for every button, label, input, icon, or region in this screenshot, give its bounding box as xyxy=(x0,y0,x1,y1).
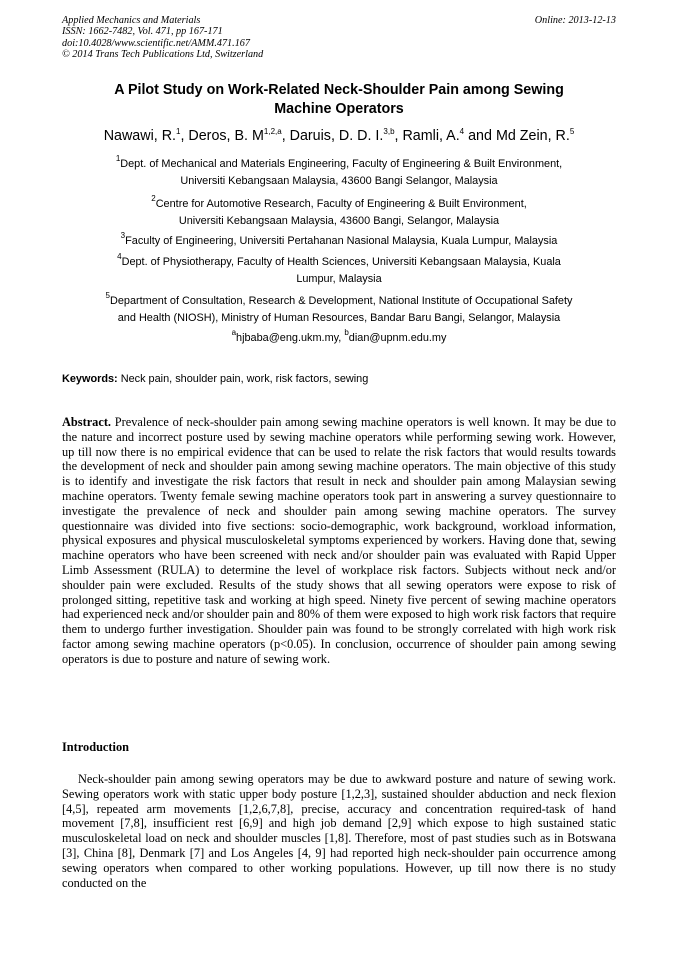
author-sep: and xyxy=(464,128,496,144)
affiliation-sup: 3 xyxy=(120,231,126,240)
author-sup: 5 xyxy=(569,127,575,136)
author-sup: 1,2,a xyxy=(263,127,282,136)
affiliation-line: Centre for Automotive Research, Faculty of Engineering & Built Environment, xyxy=(155,198,527,210)
email-b[interactable]: dian@upnm.edu.my xyxy=(348,332,447,344)
affiliation-5 xyxy=(62,293,616,326)
author-list xyxy=(40,126,638,146)
abstract xyxy=(62,415,616,667)
affiliation-line: Dept. of Physiotherapy, Faculty of Health Sciences, Universiti Kebangsaan Malaysia, Kuala xyxy=(121,256,561,268)
keywords-label: Keywords: xyxy=(62,373,118,385)
author-sup: 1 xyxy=(176,127,181,136)
affiliation-sup: 4 xyxy=(117,252,122,261)
title-line-2: Machine Operators xyxy=(274,101,404,117)
affiliation-line: Department of Consultation, Research & Development, National Institute of Occupational Safety xyxy=(109,295,573,307)
author-name: Md Zein, R. xyxy=(495,128,570,144)
issn-line: ISSN: 1662-7482, Vol. 471, pp 167-171 xyxy=(62,26,223,38)
paper-title xyxy=(62,81,616,119)
affiliation-line: Dept. of Mechanical and Materials Engineering, Faculty of Engineering & Built Environment, xyxy=(120,158,563,170)
affiliation-2 xyxy=(62,196,616,229)
keywords-text: Neck pain, shoulder pain, work, risk factors, sewing xyxy=(120,373,369,385)
author-name: Nawawi, R. xyxy=(103,128,176,144)
email-sup-a: a xyxy=(231,328,237,337)
affiliation-line: Lumpur, Malaysia xyxy=(296,272,382,285)
introduction-paragraph: Neck-shoulder pain among sewing operators may be due to awkward posture and nature of sewing work. Sewing operators work with static upper body posture [1,2,3], sustained shoulder abduction and neck flexion [4,5], repeated arm movements [1,2,6,7,8], precise, accuracy and concentration required-task of hand movement [7,8], insufficient rest [6,9] and high job demand [2,9] which expose to high sustained static musculoskeletal load on neck and shoulder muscles [1,8]. Therefore, most of past studies such as in Botswana [3], China [8], Denmark [7] and Los Angeles [4, 9] had reported high neck-shoulder pain occurrence among sewing operators when compared to other working populations. However, up till now there is no study conducted on the xyxy=(62,772,616,890)
journal-header xyxy=(62,15,263,61)
contact-emails xyxy=(62,330,616,346)
affiliation-line: Faculty of Engineering, Universiti Pertahanan Nasional Malaysia, Kuala Lumpur, Malaysia xyxy=(125,235,558,247)
affiliation-3 xyxy=(62,233,616,250)
author-sep: , xyxy=(180,128,189,144)
author-sep: , xyxy=(281,128,290,144)
author-name: Ramli, A. xyxy=(402,128,460,144)
abstract-text: Prevalence of neck-shoulder pain among sewing machine operators is well known. It may be due to the nature and incorrect posture used by sewing machine operators while performing sewing work. However, up till now there is no empirical evidence that can be used to relate the risk factors that would results towards the development of neck and shoulder pain among sewing machine operators. The main objective of this study is to identify and investigate the risk factors that result in neck and shoulder pain among Malaysian sewing machine operators. Twenty female sewing machine operators took part in answering a survey questionnaire to investigate the prevalence of neck and shoulder pain among sewing machine operators. The survey questionnaire was divided into five sections: socio-demographic, work background, workload information, physical exposures and physical musculoskeletal symptoms experienced by workers. Having done that, sewing machine operators who have been screened with neck and/or shoulder pain was evaluated with Rapid Upper Limb Assessment (RULA) to determine the level of workplace risk factors. Subjects without neck and/or shoulder pain were excluded. Results of the study shows that all sewing operators were expose to risk of prolonged sitting, repetitive task and working at high speed. Ninety five percent of sewing machine operators had experienced neck and/or shoulder pain and 80% of them were exposed to high work risk factors that require them to undergo further investigation. Shoulder pain was found to be strongly correlated with high work risk factor among sewing machine operators (p<0.05). In conclusion, occurrence of shoulder pain among sewing operators is due to posture and nature of sewing work. xyxy=(62,415,617,666)
keywords xyxy=(62,371,368,387)
affiliation-sup: 2 xyxy=(151,194,156,203)
email-a[interactable]: hjbaba@eng.ukm.my, xyxy=(236,332,342,344)
affiliation-sup: 1 xyxy=(115,154,121,163)
abstract-label: Abstract. xyxy=(62,415,112,429)
author-sep: , xyxy=(394,128,403,144)
author-sup: 4 xyxy=(459,127,465,136)
author-sup: 3,b xyxy=(383,127,395,136)
affiliation-line: Universiti Kebangsaan Malaysia, 43600 Bangi, Selangor, Malaysia xyxy=(178,214,500,227)
section-heading-introduction: Introduction xyxy=(62,740,129,754)
copyright-line: © 2014 Trans Tech Publications Ltd, Switzerland xyxy=(62,49,264,61)
journal-name: Applied Mechanics and Materials xyxy=(62,15,201,26)
author-name: Deros, B. M xyxy=(188,128,264,144)
doi-line[interactable]: doi:10.4028/www.scientific.net/AMM.471.167 xyxy=(62,37,250,49)
affiliation-4 xyxy=(62,254,616,287)
affiliation-line: Universiti Kebangsaan Malaysia, 43600 Bangi Selangor, Malaysia xyxy=(180,174,498,187)
affiliation-line: and Health (NIOSH), Ministry of Human Resources, Bandar Baru Bangi, Selangor, Malaysia xyxy=(117,311,561,324)
email-sup-b: b xyxy=(344,328,349,337)
title-line-1: A Pilot Study on Work-Related Neck-Shoulder Pain among Sewing xyxy=(114,82,564,98)
affiliation-sup: 5 xyxy=(105,291,110,300)
author-name: Daruis, D. D. I. xyxy=(289,128,384,144)
online-date: Online: 2013-12-13 xyxy=(534,15,616,26)
affiliation-1 xyxy=(62,156,616,189)
